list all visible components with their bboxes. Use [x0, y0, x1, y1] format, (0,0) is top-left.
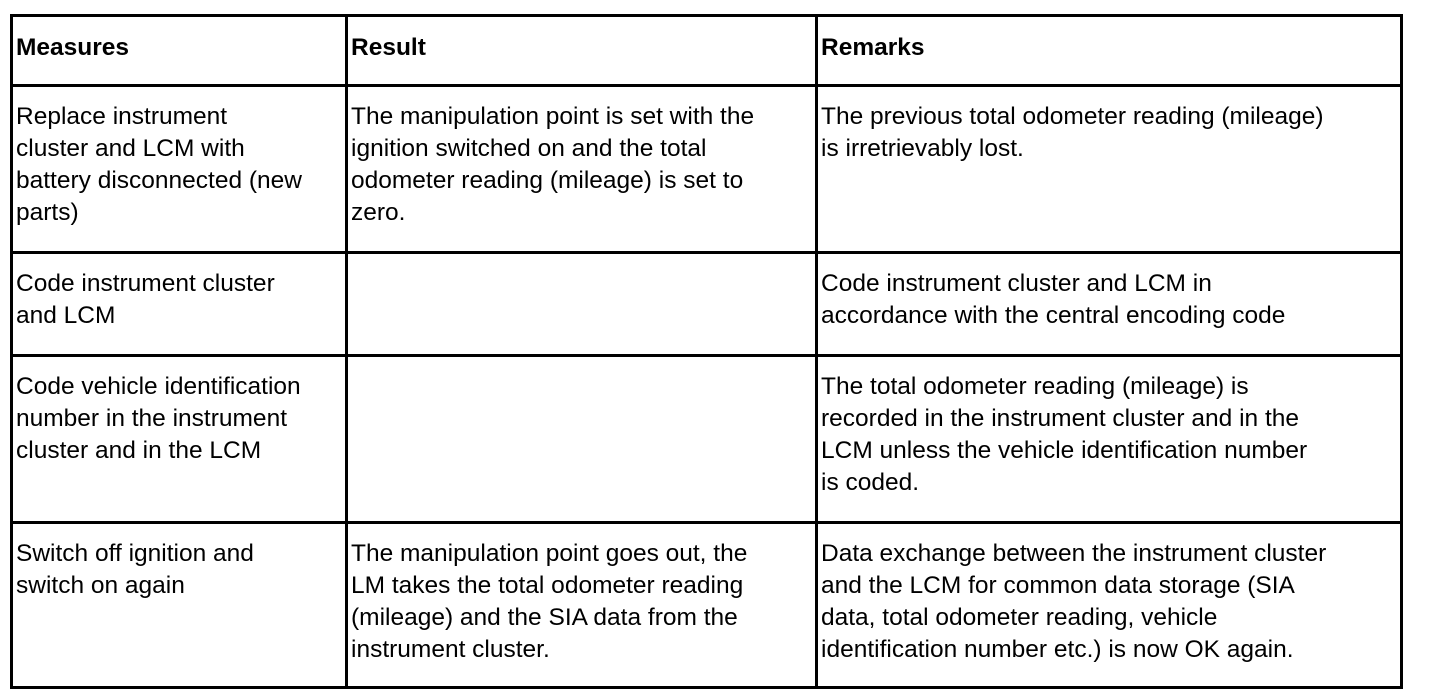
header-remarks: Remarks — [817, 16, 1402, 86]
table-row — [12, 253, 1402, 356]
cell-remarks: Data exchange between the instrument cluster and the LCM for common data storage (SIA data, total odometer reading, vehicle identification number etc.) is now OK again. — [817, 523, 1402, 688]
header-measures: Measures — [12, 16, 347, 86]
cell-measures: Replace instrument cluster and LCM with battery disconnected (new parts) — [12, 86, 347, 253]
table-header-row — [12, 16, 1402, 86]
cell-result — [347, 253, 817, 356]
cell-remarks: Code instrument cluster and LCM in accordance with the central encoding code — [817, 253, 1402, 356]
cell-result — [347, 356, 817, 523]
cell-remarks: The total odometer reading (mileage) is recorded in the instrument cluster and in the LCM unless the vehicle identification number is coded. — [817, 356, 1402, 523]
cell-measures: Code instrument cluster and LCM — [12, 253, 347, 356]
cell-measures: Switch off ignition and switch on again — [12, 523, 347, 688]
cell-remarks: The previous total odometer reading (mileage) is irretrievably lost. — [817, 86, 1402, 253]
table-row — [12, 523, 1402, 688]
cell-measures: Code vehicle identification number in the instrument cluster and in the LCM — [12, 356, 347, 523]
table-row — [12, 86, 1402, 253]
measures-table — [10, 14, 1403, 689]
cell-result: The manipulation point is set with the ignition switched on and the total odometer reading (mileage) is set to zero. — [347, 86, 817, 253]
header-result: Result — [347, 16, 817, 86]
cell-result: The manipulation point goes out, the LM takes the total odometer reading (mileage) and the SIA data from the instrument cluster. — [347, 523, 817, 688]
table-row — [12, 356, 1402, 523]
